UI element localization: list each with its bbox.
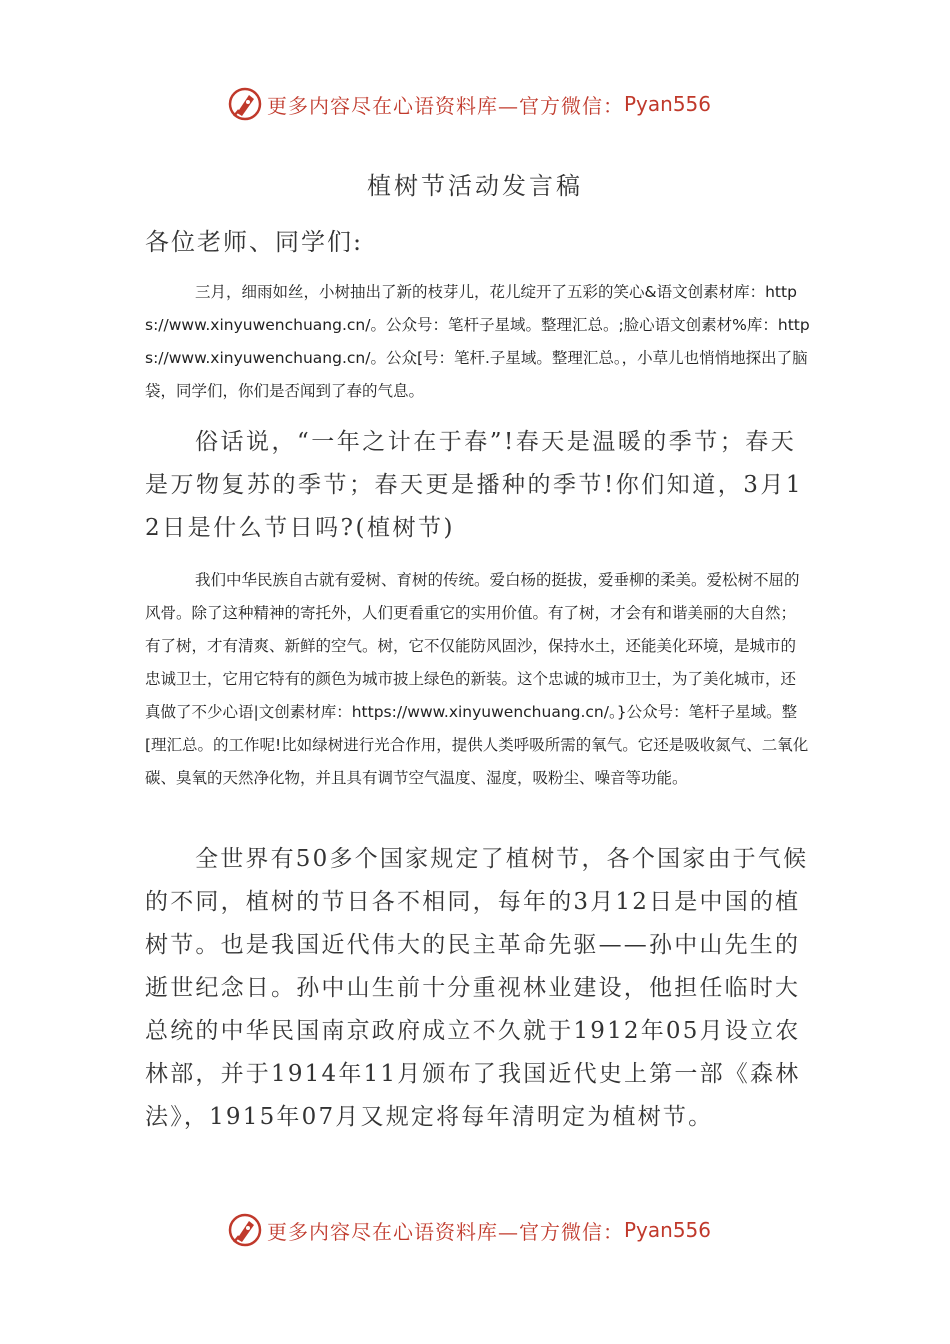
salutation: 各位老师、同学们: xyxy=(145,228,364,256)
paragraph-3: 我们中华民族自古就有爱树、育树的传统。爱白杨的挺拔，爱垂柳的柔美。爱松树不屈的风骨。除了这种精神的寄托外，人们更看重它的实用价值。有了树，才会有和谐美丽的大自然；有了树，才有清爽、新鲜的空气。树，它不仅能防风固沙，保持水土，还能美化环境，是城市的忠诚卫士，它用它特有的颜色为城市披上绿色的新装。这个忠诚的城市卫士，为了美化城市，还真做了不少心语|文创素材库：https://www.xinyuwenchuang.cn/。}公众号：笔杆子星域。整[理汇总。的工作呢!比如绿树进行光合作用，提供人类呼吸所需的氧气。它还是吸收氮气、二氧化碳、臭氧的天然净化物，并且具有调节空气温度、湿度，吸粉尘、噪音等功能。 xyxy=(145,571,809,787)
paragraph-2: 俗话说，“一年之计在于春”!春天是温暖的季节；春天是万物复苏的季节；春天更是播种的季节!你们知道，3月12日是什么节日吗?(植树节) xyxy=(145,429,804,541)
paragraph-4: 全世界有50多个国家规定了植树节，各个国家由于气候的不同，植树的节日各不相同，每年的3月12日是中国的植树节。也是我国近代伟大的民主革命先驱——孙中山先生的逝世纪念日。孙中山生前十分重视林业建设，他担任临时大总统的中华民国南京政府成立不久就于1912年05月设立农林部，并于1914年11月颁布了我国近代史上第一部《森林法》，1915年07月又规定将每年清明定为植树节。 xyxy=(145,846,809,1130)
pen-nib-logo-icon xyxy=(227,86,263,122)
wechat-id: Pyan556 xyxy=(624,92,712,116)
banner-text: 更多内容尽在心语资料库—官方微信： xyxy=(267,93,624,118)
pen-nib-logo-icon xyxy=(227,1212,263,1248)
banner-text: 更多内容尽在心语资料库—官方微信： xyxy=(267,1219,624,1244)
paragraph-1: 三月，细雨如丝，小树抽出了新的枝芽儿，花儿绽开了五彩的笑心&语文创素材库：https://www.xinyuwenchuang.cn/。公众号：笔杆子星域。整理汇总。;脸心语文创素材%库：https://www.xinyuwenchuang.cn/。公众[号：笔杆.子星域。整理汇总。，小草儿也悄悄地探出了脑袋，同学们，你们是否闻到了春的气息。 xyxy=(145,283,810,400)
document-title: 植树节活动发言稿 xyxy=(367,172,583,200)
footer-banner xyxy=(0,1208,950,1252)
wechat-id: Pyan556 xyxy=(624,1218,712,1242)
header-banner xyxy=(0,82,950,126)
